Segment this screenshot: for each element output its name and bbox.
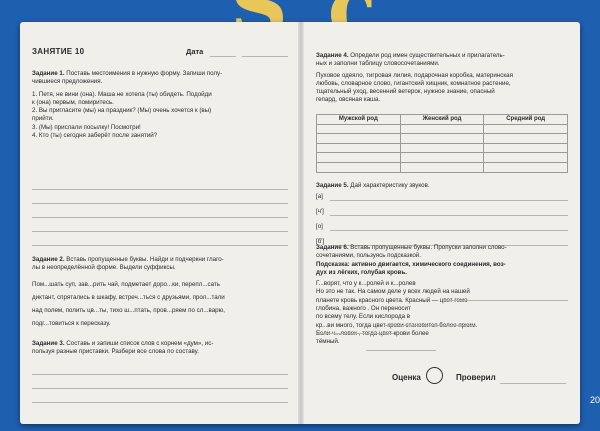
table-cell[interactable] <box>400 143 484 153</box>
task1-instruction-line2: чившиеся предложения. <box>32 78 103 86</box>
date-field-day[interactable] <box>210 56 236 57</box>
answer-line[interactable] <box>330 230 568 231</box>
task6-text-line: тёмный. <box>316 338 340 346</box>
task2-exercise-line: подг...товиться к пересказу. <box>32 320 111 328</box>
answer-line[interactable] <box>32 374 288 375</box>
task6-label: Задание 6. <box>316 244 349 251</box>
checked-by-field[interactable] <box>500 383 566 384</box>
fill-in-line[interactable] <box>366 350 436 351</box>
table-cell[interactable] <box>317 153 401 163</box>
task2-instruction-line1: Вставь пропущенные буквы. Найди и подчеркни глаго- <box>66 256 224 263</box>
answer-line[interactable] <box>330 200 568 201</box>
task1-label: Задание 1. <box>32 70 65 77</box>
task6-text-line: Если ч...ловек , тогда цвет крови более <box>316 329 429 337</box>
task4-instruction-line2: ных и заполни таблицу словосочетаниями. <box>316 60 440 68</box>
task6-instruction-line1: Вставь пропущенные буквы. Пропуски заполни слово- <box>350 244 507 251</box>
task1-item-line: к (она) первым, помиритесь. <box>32 98 114 106</box>
answer-line[interactable] <box>32 245 288 246</box>
task6-text-line: планете кровь красного цвета. Красный — цвет гемо- <box>316 296 470 304</box>
task6-text-line: Г...ворят, что у к...ролей и к...ролев <box>316 280 416 288</box>
task4-text-line: гепард, овсяная каша. <box>316 96 381 104</box>
task1-block <box>32 70 292 140</box>
table-cell[interactable] <box>484 153 568 163</box>
date-label: Дата <box>186 47 204 56</box>
answer-line[interactable] <box>32 217 288 218</box>
task4-text-line: Пуховое одеяло, тигровая лилия, подарочная коробка, материнская <box>316 71 513 79</box>
table-row <box>317 153 568 163</box>
task4-block <box>316 52 574 105</box>
answer-line[interactable] <box>32 231 288 232</box>
task1-item-line: 2. Вы пригласите (мы) на праздник? (Мы) очень хочется к (вы) <box>32 107 212 115</box>
table-cell[interactable] <box>400 162 484 172</box>
task3-label: Задание 3. <box>32 340 65 347</box>
task2-exercise-line: над полем, полить цв...ты, тихо ш...птать, пров...ряем по сл...варю, <box>32 307 225 315</box>
fill-in-line[interactable] <box>316 333 394 334</box>
task6-hint-line2: дух из лёгких, голубая кровь. <box>316 268 407 276</box>
sound-label: [а] <box>316 193 323 200</box>
table-cell[interactable] <box>484 134 568 144</box>
table-cell[interactable] <box>484 124 568 134</box>
corner-number: 20 <box>589 395 600 405</box>
task3-block <box>32 340 292 357</box>
task1-item-line: 1. Петя, не вини (она). Маша не хотела (ты) обидеть. Подойди <box>32 90 212 98</box>
table-cell[interactable] <box>317 124 401 134</box>
task6-text-line: кр...ви много, тогда цвет крови становится более ярким. <box>316 321 478 329</box>
task2-block <box>32 256 292 329</box>
task4-label: Задание 4. <box>316 52 349 59</box>
table-header-row <box>317 115 568 125</box>
table-cell[interactable] <box>317 162 401 172</box>
task4-text-line: любовь, словарное слово, гигантский хищник, комнатное растение, <box>316 79 511 87</box>
table-cell[interactable] <box>484 162 568 172</box>
task6-text-line: Но это не так. На самом деле у всех людей на нашей <box>316 288 470 296</box>
task1-item-line: 4. Кто (ты) сегодня заберёт после занятий? <box>32 132 158 140</box>
table-row <box>317 143 568 153</box>
table-cell[interactable] <box>317 143 401 153</box>
answer-line[interactable] <box>330 215 568 216</box>
task6-hint-line1: Подсказка: активно двигается, химического соединения, воз- <box>316 260 506 268</box>
date-field-month[interactable] <box>242 56 288 57</box>
task1-instruction-line1: Поставь местоимения в нужную форму. Запиши полу- <box>66 70 223 77</box>
right-page <box>304 22 580 424</box>
table-row <box>317 124 568 134</box>
lesson-title: ЗАНЯТИЕ 10 <box>32 47 85 56</box>
table-cell[interactable] <box>484 143 568 153</box>
sound-label: [о] <box>316 223 323 230</box>
sound-label: [б'] <box>316 238 325 245</box>
task6-text-line: глобина, важного . Он переносит <box>316 305 411 313</box>
task4-instruction-line1: Определи род имен существительных и прилагатель- <box>350 52 505 59</box>
task2-exercise-line: диктант, спрятались в шкафу, встреч...ться с друзьями, прол...тали <box>32 293 225 301</box>
grade-label: Оценка <box>392 373 421 382</box>
task5-block <box>316 182 574 190</box>
answer-line[interactable] <box>32 189 288 190</box>
task1-item-line: 3. (Мы) прислали посылку! Посмотри! <box>32 123 141 131</box>
grade-circle[interactable] <box>426 367 443 384</box>
task6-text-line: по всему телу. Если кислорода в <box>316 313 411 321</box>
table-cell[interactable] <box>400 124 484 134</box>
table-header-feminine: Женский род <box>400 115 484 125</box>
task5-label: Задание 5. <box>316 182 349 189</box>
task2-label: Задание 2. <box>32 256 65 263</box>
answer-line[interactable] <box>32 203 288 204</box>
checked-by-label: Проверил <box>456 373 496 382</box>
task6-instruction-line2: сочетаниями, пользуясь подсказкой. <box>316 252 421 260</box>
left-page <box>20 22 298 424</box>
task2-instruction-line2: лы в неопределённой форме. Выдели суффиксы. <box>32 264 176 272</box>
gender-table <box>316 114 568 173</box>
task3-instruction-line1: Составь и запиши список слов с корнем «дум», ис- <box>66 340 214 347</box>
fill-in-line[interactable] <box>384 325 476 326</box>
task3-instruction-line2: пользуя разные приставки. Разбери все слова по составу. <box>32 348 199 356</box>
table-header-masculine: Мужской род <box>317 115 401 125</box>
table-row <box>317 134 568 144</box>
task1-item-line: прийти. <box>32 115 54 123</box>
table-cell[interactable] <box>400 134 484 144</box>
table-row <box>317 162 568 172</box>
task5-instruction: Дай характеристику звуков. <box>350 182 430 189</box>
table-cell[interactable] <box>317 134 401 144</box>
answer-line[interactable] <box>32 388 288 389</box>
task2-exercise-line: Пом...шать суп, зав...рить чай, подметает доро...ки, перепл...сать <box>32 280 220 288</box>
answer-line[interactable] <box>32 402 288 403</box>
sound-label: [ч'] <box>316 208 324 215</box>
table-header-neuter: Средний род <box>484 115 568 125</box>
workbook-spread <box>20 22 580 424</box>
fill-in-line[interactable] <box>444 300 568 301</box>
table-cell[interactable] <box>400 153 484 163</box>
task4-text-line: тщательный уход, весенний ветерок, нужное знание, опасный <box>316 88 495 96</box>
task6-block <box>316 244 574 347</box>
